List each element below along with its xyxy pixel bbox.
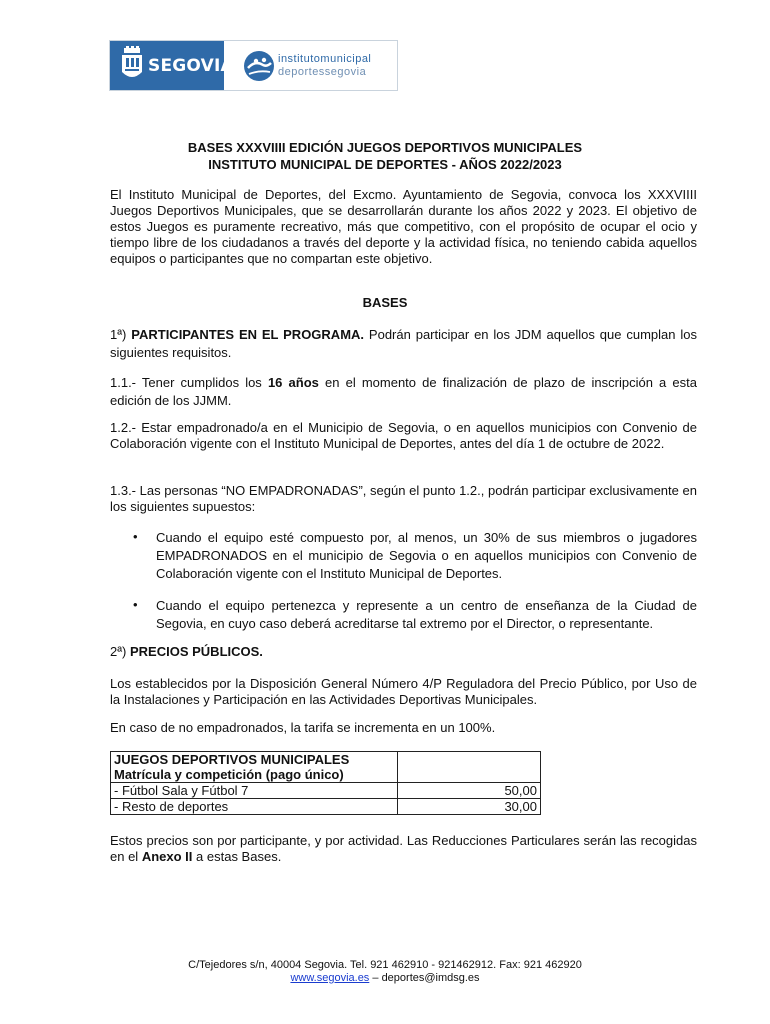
table-row xyxy=(111,799,541,815)
section2-heading: PRECIOS PÚBLICOS. xyxy=(130,644,263,659)
table-header-row xyxy=(111,767,541,783)
closing-suffix: a estas Bases. xyxy=(196,849,282,864)
footer-separator: – xyxy=(372,972,379,984)
segovia-logo xyxy=(110,41,234,90)
header-logos xyxy=(109,40,398,91)
bullet-item: Cuando el equipo pertenezca y represente a un centro de enseñanza de la Ciudad de Segovia, en cuyo caso deberá acreditarse tal extremo por el Director, o representante. xyxy=(156,598,697,631)
table-header-cell: Matrícula y competición (pago único) xyxy=(111,767,398,783)
price-table xyxy=(110,751,541,815)
section2-closing xyxy=(110,833,697,865)
footer-email: deportes@imdsg.es xyxy=(381,972,480,984)
table-empty-cell xyxy=(398,752,541,768)
item-1-1-prefix: 1.1.- Tener cumplidos los xyxy=(110,375,262,390)
table-row xyxy=(111,783,541,799)
section1-text: Podrán participar en los JDM aquellos que cumplan los siguientes requisitos. xyxy=(110,327,697,360)
segovia-logo-text: SEGOVIA xyxy=(148,56,234,76)
table-cell-label: - Fútbol Sala y Fútbol 7 xyxy=(111,783,398,799)
closing-prefix: Estos precios son por participante, y por actividad. Las Reducciones Particulares serán las recogidas en el xyxy=(110,833,697,864)
item-1-1 xyxy=(110,374,697,410)
intro-paragraph: El Instituto Municipal de Deportes, del Excmo. Ayuntamiento de Segovia, convoca los XXXVIIII Juegos Deportivos Municipales, que se desarrollarán durante los años 2022 y 2023. El objetivo de estos Juegos es puramente recreativo, más que competitivo, con el propósito de ocupar el ocio y tiempo libre de los ciudadanos a través del deporte y la actividad física, no teniendo cabida aquellos equipos o participantes que no compartan este objetivo. xyxy=(110,187,697,266)
table-cell-label: - Resto de deportes xyxy=(111,799,398,815)
section2-number: 2ª) xyxy=(110,644,127,659)
footer-address: C/Tejedores s/n, 40004 Segovia. Tel. 921 462910 - 921462912. Fax: 921 462920 xyxy=(188,959,582,971)
section2-text2: En caso de no empadronados, la tarifa se incrementa en un 100%. xyxy=(110,720,496,735)
document-title-line2: INSTITUTO MUNICIPAL DE DEPORTES - AÑOS 2022/2023 xyxy=(208,157,562,172)
footer-website-link[interactable]: www.segovia.es xyxy=(290,972,370,984)
imd-logo-line2: deportessegovia xyxy=(278,66,367,78)
closing-bold: Anexo II xyxy=(141,849,193,864)
table-cell-price: 50,00 xyxy=(398,783,541,799)
bases-heading: BASES xyxy=(362,295,408,310)
segovia-crest-icon xyxy=(120,46,144,84)
section1-number: 1ª) xyxy=(110,327,127,342)
section2-text1: Los establecidos por la Disposición General Número 4/P Reguladora del Precio Público, por Uso de la Instalaciones y Participación en las Actividades Deportivas Municipales. xyxy=(110,676,697,707)
table-header-cell: JUEGOS DEPORTIVOS MUNICIPALES xyxy=(111,752,398,768)
section1-paragraph xyxy=(110,326,697,362)
section1-heading: PARTICIPANTES EN EL PROGRAMA. xyxy=(131,327,365,342)
table-header-row xyxy=(111,752,541,768)
section2-heading-line xyxy=(110,644,697,660)
bullet-item: Cuando el equipo esté compuesto por, al menos, un 30% de sus miembros o jugadores EMPADRONADOS en el municipio de Segovia o en aquellos municipios con Convenio de Colaboración vigente con el Instituto Municipal de Deportes. xyxy=(156,530,697,581)
item-1-1-suffix: en el momento de finalización de plazo de inscripción a esta edición de los JJMM. xyxy=(110,375,697,408)
document-title-line1: BASES XXXVIIII EDICIÓN JUEGOS DEPORTIVOS MUNICIPALES xyxy=(187,140,583,155)
table-cell-price: 30,00 xyxy=(398,799,541,815)
table-empty-cell xyxy=(398,767,541,783)
imd-logo-line1: institutomunicipal xyxy=(278,53,372,65)
footer-contact xyxy=(0,972,770,984)
bullet-marker: • xyxy=(133,597,138,612)
imd-emblem-icon xyxy=(243,50,275,82)
item-1-2: 1.2.- Estar empadronado/a en el Municipio de Segovia, o en aquellos municipios con Convenio de Colaboración vigente con el Instituto Municipal de Deportes, antes del día 1 de octubre de 2022. xyxy=(110,420,697,451)
item-1-3: 1.3.- Las personas “NO EMPADRONADAS”, según el punto 1.2., podrán participar exclusivamente en los siguientes supuestos: xyxy=(110,483,697,514)
bullet-marker: • xyxy=(133,529,138,544)
item-1-1-bold: 16 años xyxy=(267,375,319,390)
